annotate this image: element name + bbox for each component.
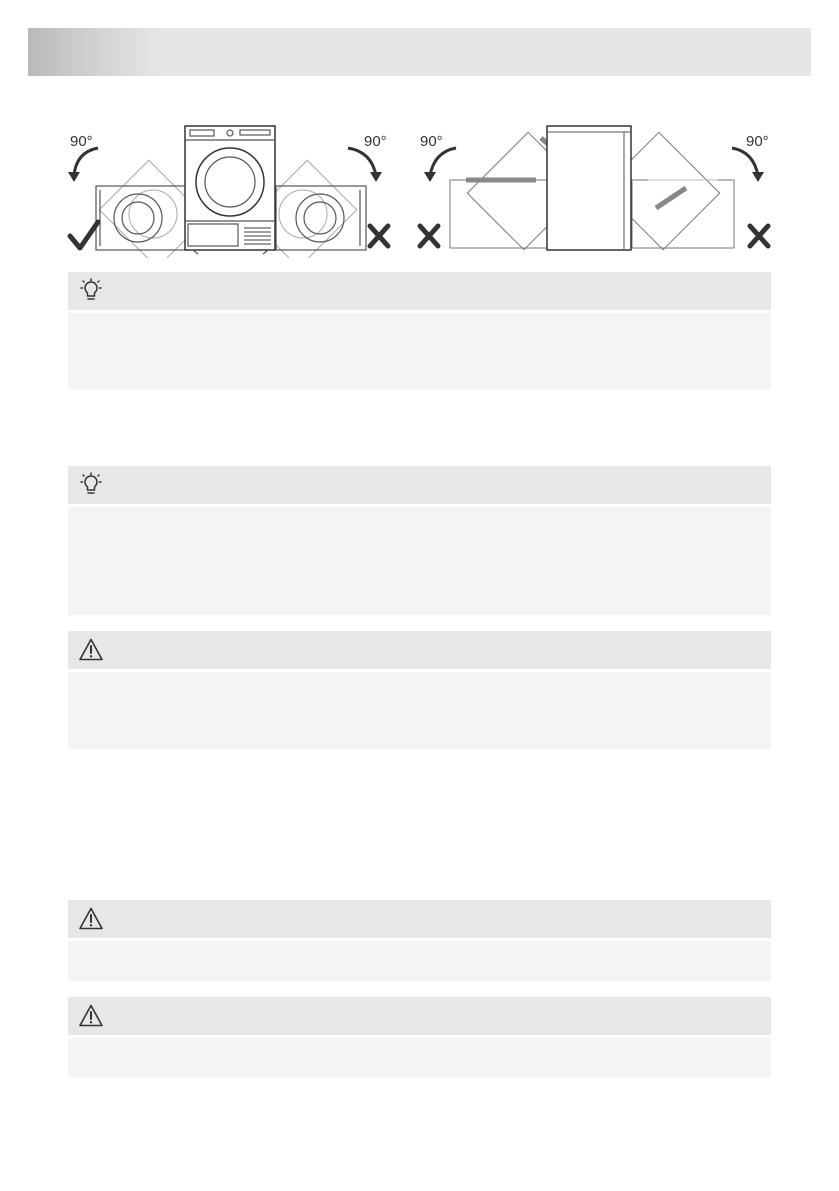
dryer-side-view [547,126,631,250]
warning-note-2 [68,900,771,981]
check-icon [70,222,98,248]
warning-note-3 [68,997,771,1078]
cross-icon [420,226,438,246]
warning-note-2-header [68,900,771,938]
lightbulb-icon [78,278,104,304]
warning-note-2-body [68,941,771,981]
lightbulb-icon [78,472,104,498]
warning-triangle-icon [78,1003,104,1029]
angle-label-right-2: 90° [746,133,769,150]
warning-note-1-body [68,672,771,749]
tilt-diagram-right-svg [416,118,778,258]
warning-note-1 [68,631,771,749]
tilt-diagram-left-svg [58,118,398,258]
tip-note-2-header [68,466,771,504]
warning-note-3-body [68,1038,771,1078]
warning-triangle-icon [78,637,104,663]
page-header-bar [28,28,811,76]
warning-note-3-header [68,997,771,1035]
angle-label-left: 90° [70,133,93,150]
warning-triangle-icon [78,906,104,932]
tip-note-1-body [68,313,771,390]
cross-icon [370,226,388,246]
warning-note-1-header [68,631,771,669]
angle-label-left-2: 90° [420,133,443,150]
tip-note-2 [68,466,771,615]
tip-note-2-body [68,507,771,615]
tilt-diagram-left [58,118,398,258]
tilt-diagram-right [416,118,778,258]
angle-label-right: 90° [364,133,387,150]
tip-note-1 [68,272,771,390]
tip-note-1-header [68,272,771,310]
cross-icon [750,226,768,246]
